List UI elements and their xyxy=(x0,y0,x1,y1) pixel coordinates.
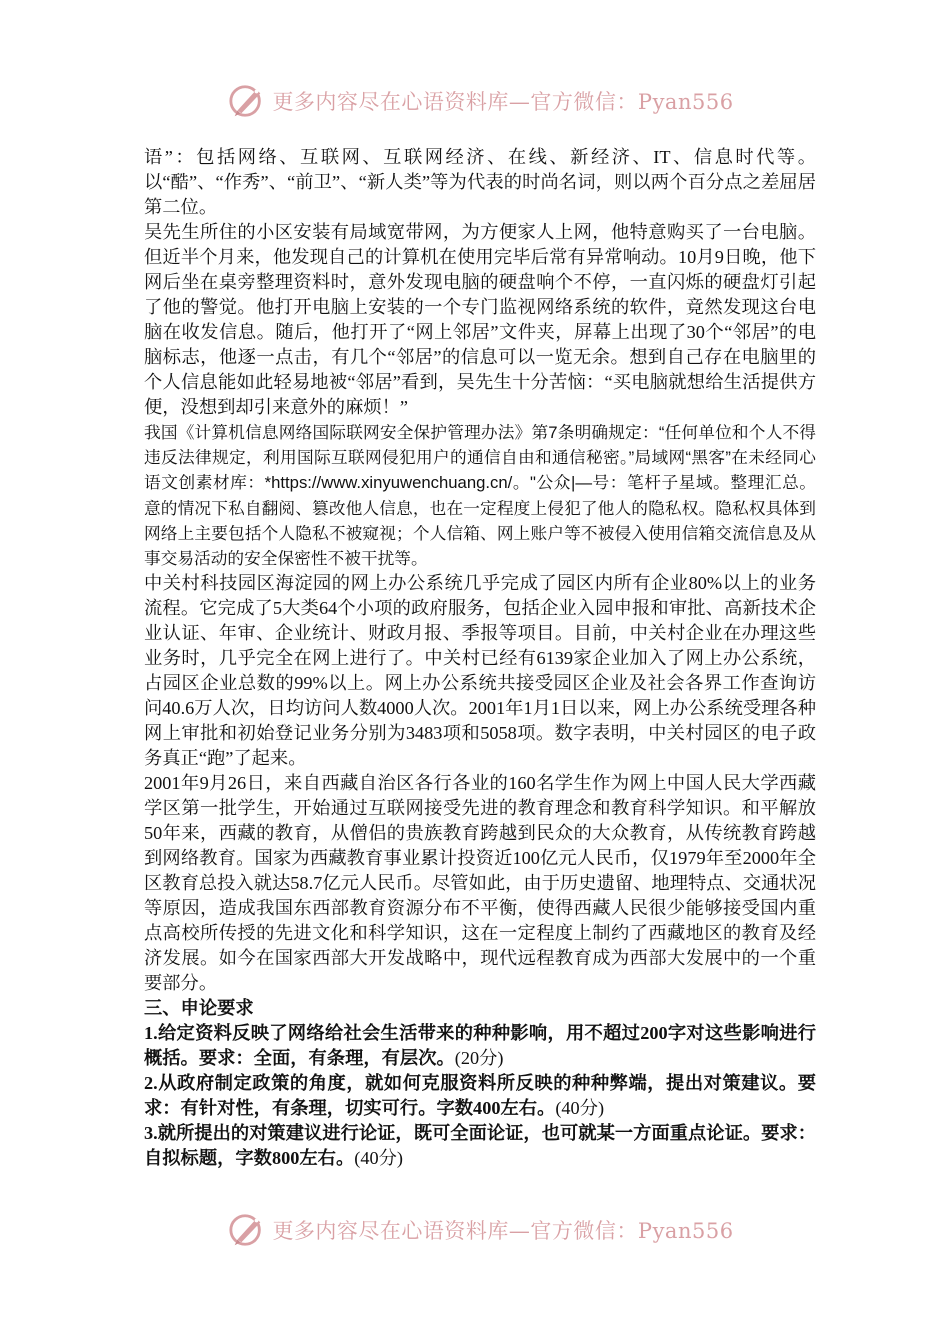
requirement-1 xyxy=(144,1021,816,1071)
requirement-1-text: 1.给定资料反映了网络给社会生活带来的种种影响，用不超过200字对这些影响进行概括。要求：全面，有条理，有层次。 xyxy=(144,1023,816,1069)
paragraph-mr-wu-story: 吴先生所住的小区安装有局域宽带网，为方便家人上网，他特意购买了一台电脑。但近半个月来，他发现自己的计算机在使用完毕后常有异常响动。10月9日晚，他下网后坐在桌旁整理资料时，意外发现电脑的硬盘响个不停，一直闪烁的硬盘灯引起了他的警觉。他打开电脑上安装的一个专门监视网络系统的软件，竟然发现这台电脑在收发信息。随后，他打开了“网上邻居”文件夹，屏幕上出现了30个“邻居”的电脑标志，他逐一点击，有几个“邻居”的信息可以一览无余。想到自己存在电脑里的个人信息能如此轻易地被“邻居”看到，吴先生十分苦恼：“买电脑就想给生活提供方便，没想到却引来意外的麻烦！” xyxy=(144,222,816,417)
header-banner-text: 更多内容尽在心语资料库—官方微信：Pyan556 xyxy=(272,90,734,114)
requirement-3-score: (40分) xyxy=(354,1148,403,1169)
paragraph-internet-buzzwords: 语”：包括网络、互联网、互联网经济、在线、新经济、IT、信息时代等。以“酷”、“作秀”、“前卫”、“新人类”等为代表的时尚名词，则以两个百分点之差屈居第二位。 xyxy=(144,147,816,217)
requirement-2 xyxy=(144,1071,816,1121)
requirement-3 xyxy=(144,1121,816,1171)
section-heading: 三、申论要求 xyxy=(144,998,254,1019)
requirement-1-score: (20分) xyxy=(454,1048,504,1069)
requirement-2-score: (40分) xyxy=(555,1098,605,1119)
header-banner xyxy=(0,78,950,124)
footer-banner-text: 更多内容尽在心语资料库—官方微信：Pyan556 xyxy=(272,1219,734,1243)
footer-banner xyxy=(0,1207,950,1253)
document-body xyxy=(144,145,816,1171)
paragraph-zhongguancun: 中关村科技园区海淀园的网上办公系统几乎完成了园区内所有企业80%以上的业务流程。它完成了5大类64个小项的政府服务，包括企业入园申报和审批、高新技术企业认证、年审、企业统计、财政月报、季报等项目。目前，中关村企业在办理这些业务时，几乎完全在网上进行了。中关村已经有6139家企业加入了网上办公系统，占园区企业总数的99%以上。网上办公系统共接受园区企业及社会各界工作查询访问40.6万人次，日均访问人数4000人次。2001年1月1日以来，网上办公系统受理各种网上审批和初始登记业务分别为3483项和5058项。数字表明，中关村园区的电子政务真正“跑”了起来。 xyxy=(144,573,816,769)
pen-logo-icon xyxy=(228,1211,266,1249)
requirement-2-text: 2.从政府制定政策的角度，就如何克服资料所反映的种种弊端，提出对策建议。要求：有针对性，有条理，切实可行。字数400左右。 xyxy=(144,1073,816,1119)
pen-logo-icon xyxy=(228,82,266,120)
paragraph-tibet-education: 2001年9月26日，来自西藏自治区各行各业的160名学生作为网上中国人民大学西藏学区第一批学生，开始通过互联网接受先进的教育理念和教育科学知识。和平解放50年来，西藏的教育，从僧侣的贵族教育跨越到民众的大众教育，从传统教育跨越到网络教育。国家为西藏教育事业累计投资近100亿元人民币，仅1979年至2000年全区教育总投入就达58.7亿元人民币。尽管如此，由于历史遗留、地理特点、交通状况等原因，造成我国东西部教育资源分布不平衡，使得西藏人民很少能够接受国内重点高校所传授的先进文化和科学知识，这在一定程度上制约了西藏地区的教育及经济发展。如今在国家西部大开发战略中，现代远程教育成为西部大发展中的一个重要部分。 xyxy=(144,773,816,994)
requirement-3-text: 3.就所提出的对策建议进行论证，既可全面论证，也可就某一方面重点论证。要求：自拟标题，字数800左右。 xyxy=(144,1123,816,1169)
paragraph-privacy-law: 我国《计算机信息网络国际联网安全保护管理办法》第7条明确规定：“任何单位和个人不得违反法律规定，利用国际互联网侵犯用户的通信自由和通信秘密。”局域网“黑客”在未经同心语文创素材库：*https://www.xinyuwenchuang.cn/。"公众|—号：笔杆子星域。整理汇总。意的情况下私自翻阅、篡改他人信息，也在一定程度上侵犯了他人的隐私权。隐私权具体到网络上主要包括个人隐私不被窥视；个人信箱、网上账户等不被侵入使用信箱交流信息及从事交易活动的安全保密性不被干扰等。 xyxy=(144,423,816,569)
